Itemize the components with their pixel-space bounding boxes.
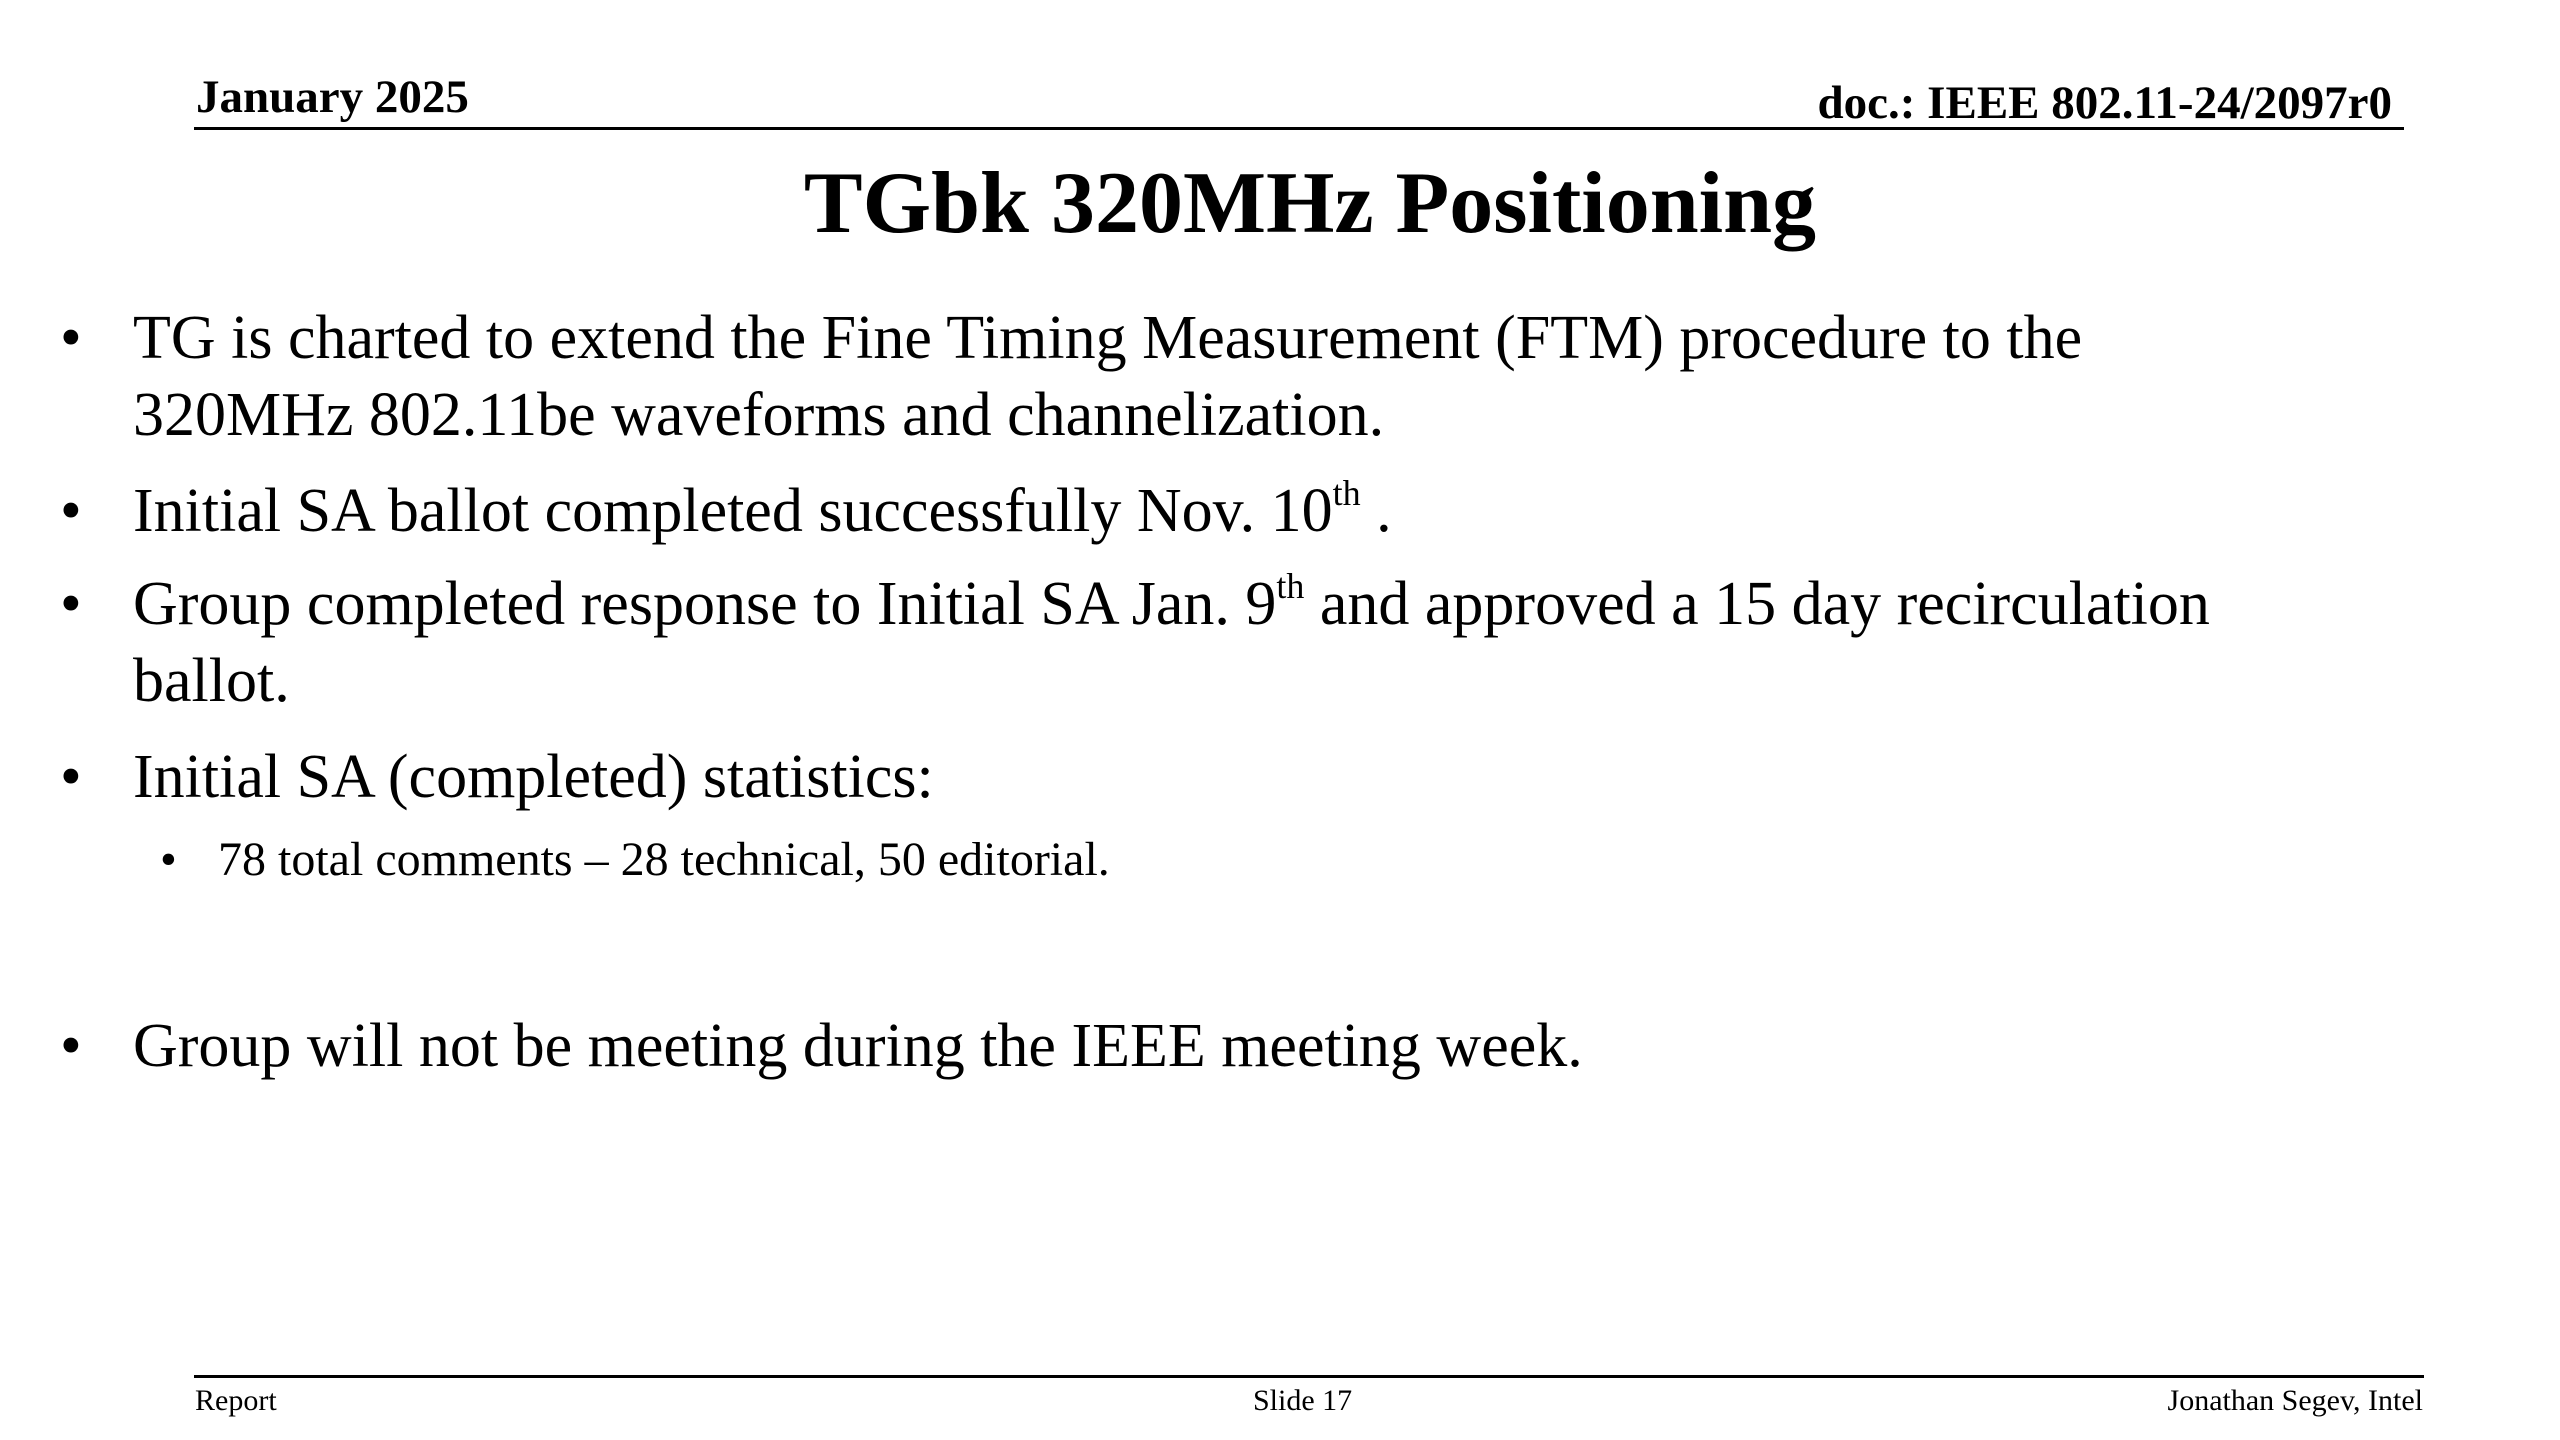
footer-slide-number: Slide 17: [1253, 1384, 1353, 1417]
footer-divider: [194, 1375, 2424, 1378]
bullet-item: [60, 473, 2360, 550]
slide-title: TGbk 320MHz Positioning: [803, 155, 1817, 252]
bullet-text: Group completed response to Initial SA Jan. 9: [133, 570, 1277, 638]
bullet-item: [60, 739, 2360, 816]
bullet-text-line: Group will not be meeting during the IEEE meeting week.: [133, 1012, 1583, 1080]
bullet-text: and approved a 15 day recirculation: [1304, 570, 2210, 638]
bullet-dot: •: [60, 304, 82, 372]
bullet-text-line: [133, 473, 2360, 550]
footer-author: Jonathan Segev, Intel: [2167, 1384, 2423, 1417]
superscript: th: [1332, 473, 1361, 514]
bullet-text-line: Initial SA (completed) statistics:: [133, 743, 934, 811]
bullet-text-line: [133, 566, 2360, 643]
bullet-item: [60, 566, 2360, 720]
bullet-dot: •: [60, 743, 82, 811]
header-date: January 2025: [196, 71, 469, 123]
sub-bullet-item: [160, 830, 1110, 890]
bullet-text-line: ballot.: [133, 647, 290, 715]
bullet-text: .: [1360, 477, 1392, 545]
sub-bullet-text: 78 total comments – 28 technical, 50 editorial.: [218, 833, 1110, 886]
bullet-item: [60, 1008, 2360, 1085]
header-doc-id: doc.: IEEE 802.11-24/2097r0: [1817, 77, 2392, 129]
bullet-dot: •: [60, 570, 82, 638]
sub-bullet-dot: •: [160, 833, 177, 886]
bullet-dot: •: [60, 477, 82, 545]
bullet-text-line: 320MHz 802.11be waveforms and channelization.: [133, 381, 1385, 449]
bullet-text: Initial SA ballot completed successfully Nov. 10: [133, 477, 1333, 545]
footer-left: Report: [195, 1384, 277, 1417]
bullet-item: [60, 300, 2360, 454]
superscript: th: [1276, 566, 1305, 607]
bullet-text-line: TG is charted to extend the Fine Timing Measurement (FTM) procedure to the: [133, 304, 2083, 372]
bullet-dot: •: [60, 1012, 82, 1080]
